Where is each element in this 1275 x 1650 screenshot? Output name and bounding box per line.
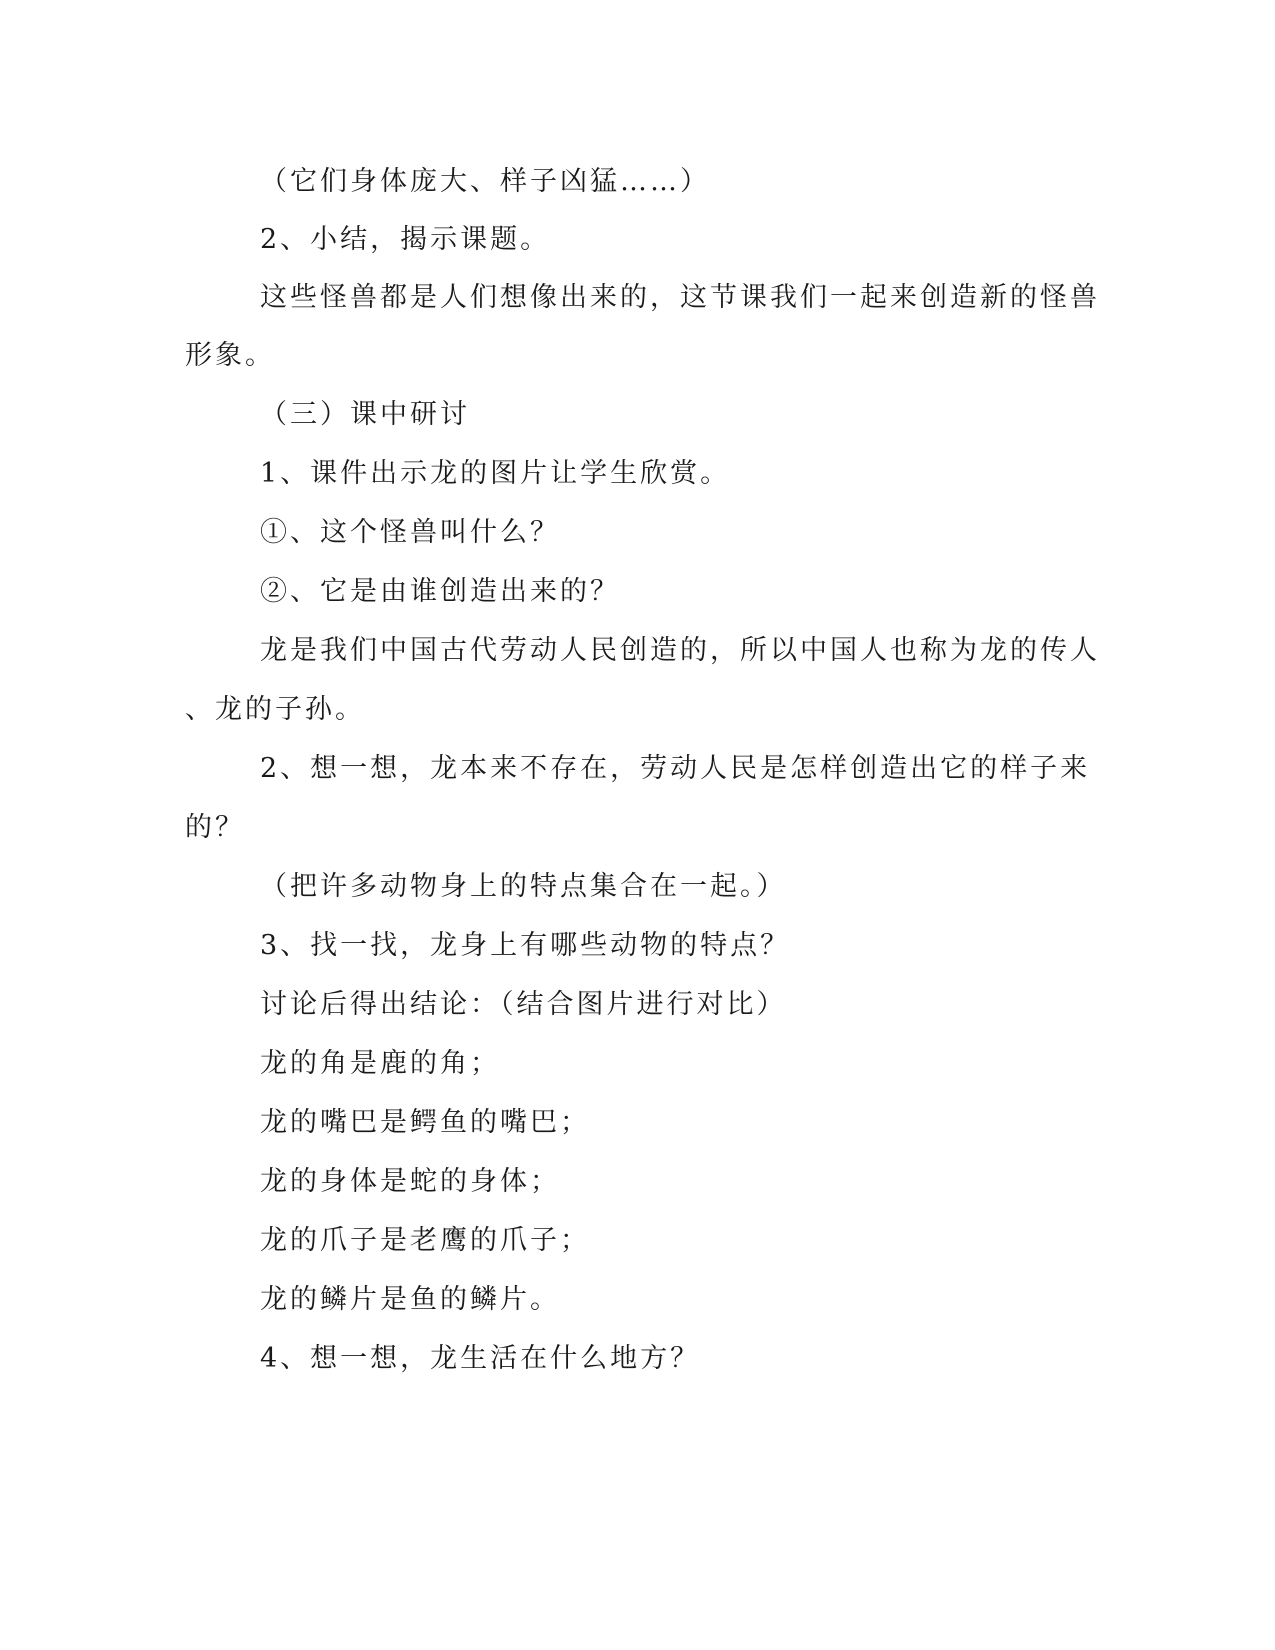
paragraph-think-dragon-shape-cont: 的？ [185,812,245,843]
paragraph-dragon-origin: 龙是我们中国古代劳动人民创造的，所以中国人也称为龙的传人 [260,635,1100,666]
question-monster-name: ①、这个怪兽叫什么？ [260,517,560,548]
paragraph-dragon-origin-cont: 、龙的子孙。 [185,694,365,725]
paragraph-show-dragon: 1、课件出示龙的图片让学生欣赏。 [260,458,731,489]
paragraph-monsters-imagined: 这些怪兽都是人们想像出来的，这节课我们一起来创造新的怪兽 [260,282,1100,313]
paragraph-combine-features: （把许多动物身上的特点集合在一起。） [260,871,787,902]
paragraph-discussion-conclusion: 讨论后得出结论：（结合图片进行对比） [260,989,787,1020]
section-heading-discussion: （三）课中研讨 [260,399,470,430]
list-item-dragon-body: 龙的身体是蛇的身体； [260,1166,560,1197]
question-who-created: ②、它是由谁创造出来的？ [260,576,620,607]
paragraph-monsters-imagined-cont: 形象。 [185,340,275,371]
paragraph-summary-heading: 2、小结，揭示课题。 [260,224,551,255]
paragraph-where-dragon-lives: 4、想一想，龙生活在什么地方？ [260,1343,701,1374]
list-item-dragon-claws: 龙的爪子是老鹰的爪子； [260,1225,590,1256]
list-item-dragon-scales: 龙的鳞片是鱼的鳞片。 [260,1284,560,1315]
list-item-dragon-mouth: 龙的嘴巴是鳄鱼的嘴巴； [260,1107,590,1138]
paragraph-find-features: 3、找一找，龙身上有哪些动物的特点？ [260,930,791,961]
paragraph-think-dragon-shape: 2、想一想，龙本来不存在，劳动人民是怎样创造出它的样子来 [260,753,1091,784]
paragraph-monster-description: （它们身体庞大、样子凶猛……） [260,166,710,197]
list-item-dragon-horns: 龙的角是鹿的角； [260,1048,500,1079]
